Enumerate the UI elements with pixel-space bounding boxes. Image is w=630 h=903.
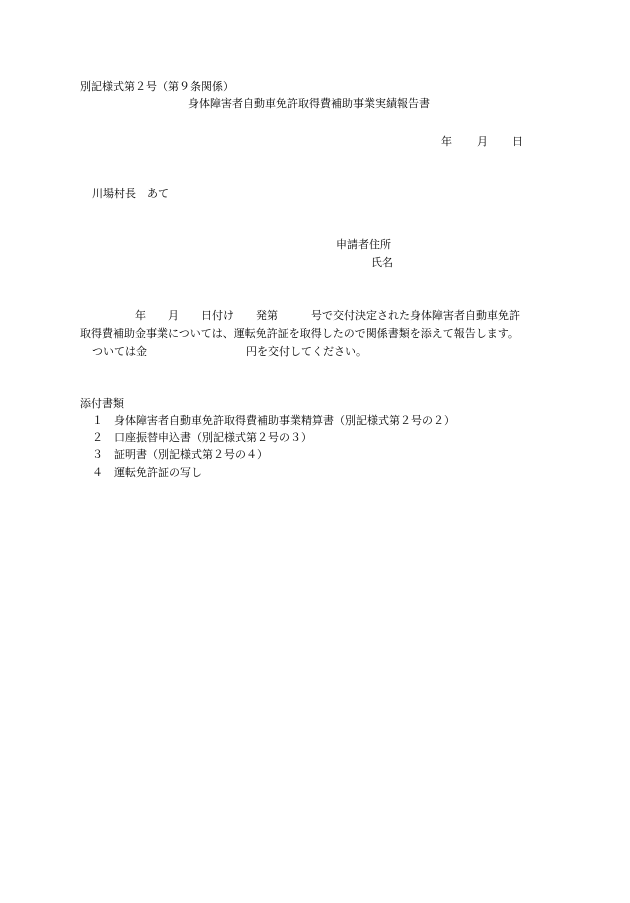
applicant-address-label: 申請者住所 — [336, 238, 391, 251]
attachment-number: ２ — [92, 431, 103, 444]
document-title: 身体障害者自動車免許取得費補助事業実績報告書 — [188, 97, 430, 110]
form-number: 別記様式第２号（第９条関係） — [80, 80, 234, 93]
attachment-text: 口座振替申込書（別記様式第２号の３） — [114, 431, 312, 444]
body-text-line-2: 取得費補助金事業については、運転免許証を取得したので関係書類を添えて報告します。 — [80, 327, 519, 340]
attachment-item — [92, 431, 312, 445]
attachment-number: ３ — [92, 448, 103, 461]
attachment-item — [92, 448, 268, 462]
attachment-text: 証明書（別記様式第２号の４） — [114, 448, 268, 461]
body-text-line-3: ついては金 円を交付してください。 — [92, 345, 367, 358]
date-month-label: 月 — [477, 135, 488, 148]
recipient: 川場村長 あて — [92, 187, 169, 200]
body-text-line-1: 年 月 日付け 発第 号で交付決定された身体障害者自動車免許 — [80, 309, 520, 322]
attachment-item — [92, 466, 202, 480]
attachment-number: １ — [92, 414, 103, 427]
attachment-item — [92, 414, 455, 428]
date-day-label: 日 — [512, 135, 523, 148]
attachment-number: ４ — [92, 466, 103, 479]
attachment-text: 身体障害者自動車免許取得費補助事業精算書（別記様式第２号の２） — [114, 414, 455, 427]
attachment-text: 運転免許証の写し — [114, 466, 202, 479]
date-year-label: 年 — [441, 135, 452, 148]
attachments-heading: 添付書類 — [80, 397, 124, 410]
applicant-name-label: 氏名 — [371, 256, 393, 269]
